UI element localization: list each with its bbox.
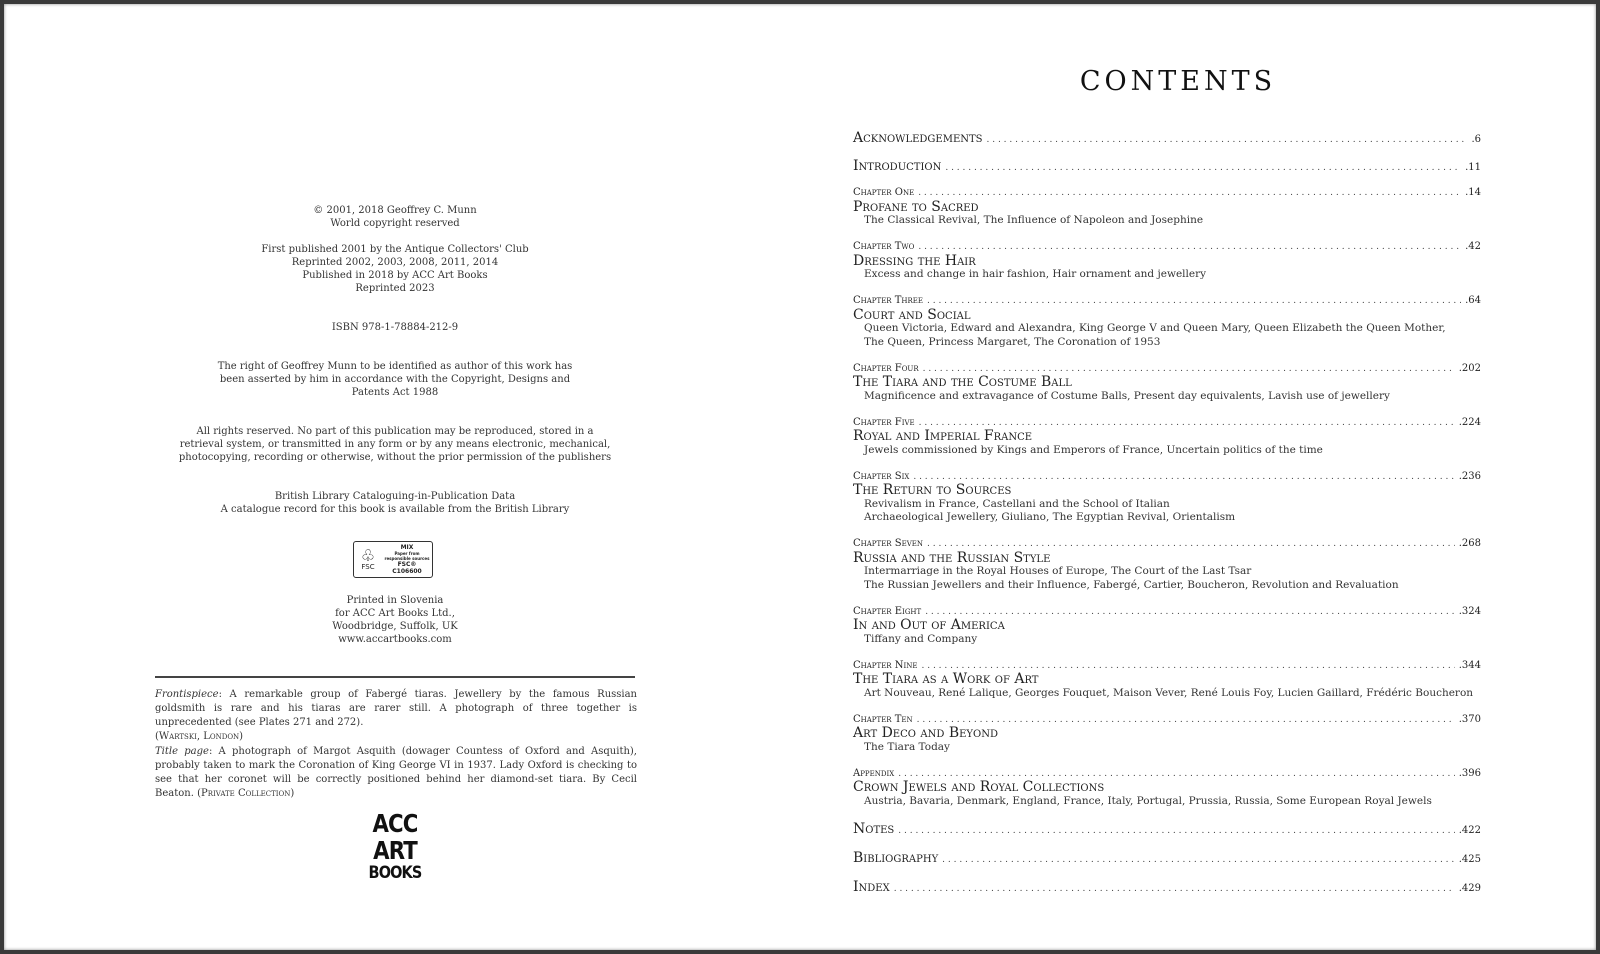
copyright-line: © 2001, 2018 Geoffrey C. Munn [313,205,477,216]
dot-leader [894,881,1455,897]
rights-line: retrieval system, or transmitted in any form or by any means electronic, mechanical, [179,439,611,450]
dot-leader [918,187,1461,201]
chapter-title: The Return to Sources [853,482,1012,498]
acc-art-books-logo [361,810,429,882]
toc-entry-label: Bibliography [853,849,939,866]
title-page-caption [155,745,637,801]
chapter-title: Crown Jewels and Royal Collections [853,779,1105,795]
dot-leader [945,160,1461,176]
dot-leader [942,852,1455,868]
toc-page-number: .236 [1458,470,1481,482]
frontispiece-caption [155,688,637,744]
chapter-title: Royal and Imperial France [853,428,1033,444]
toc-entry-label: Chapter Three [853,295,924,306]
toc-page-number: .11 [1465,162,1481,173]
logo-line: BOOKS [368,863,422,883]
toc-entry-label: Acknowledgements [853,130,983,146]
toc-entry-label: Index [853,878,890,895]
toc-chapter[interactable] [853,537,1481,592]
publishing-line: Reprinted 2023 [355,283,435,294]
toc-chapter[interactable] [853,470,1481,525]
chapter-title: Russia and the Russian Style [853,549,1051,566]
toc-entry-label: Appendix [853,767,895,779]
chapter-subtopics: Archaeological Jewellery, Giuliano, The Egyptian Revival, Orientalism [864,511,1236,523]
chapter-title: The Tiara as a Work of Art [853,671,1039,687]
publishing-line: Published in 2018 by ACC Art Books [302,270,488,281]
toc-chapter[interactable] [853,294,1481,349]
toc-page-number: .422 [1458,824,1481,836]
printer-line: Woodbridge, Suffolk, UK [332,621,458,632]
cataloguing-line: A catalogue record for this book is available from the British Library [220,504,570,515]
toc-chapter[interactable] [853,186,1481,228]
caption-credit: (Wartski, London) [155,731,244,742]
toc-page-number: .6 [1471,134,1481,145]
isbn: ISBN 978-1-78884-212-9 [331,322,459,333]
toc-page-number: .202 [1458,362,1481,374]
chapter-title: Dressing the Hair [853,252,976,269]
toc-entry-label: Introduction [853,158,942,174]
dot-leader [987,132,1468,148]
toc-page-number: .224 [1458,416,1481,428]
chapter-title: Profane to Sacred [853,198,979,215]
fsc-mark: FSC [361,563,375,571]
toc-page-number: .324 [1458,605,1481,617]
toc-entry[interactable] [853,158,1481,176]
toc-entry[interactable] [853,850,1481,868]
toc-chapter[interactable] [853,767,1481,809]
toc-page-number: .14 [1465,187,1481,198]
copyright-line: World copyright reserved [330,218,460,229]
caption-text: : A remarkable group of Fabergé tiaras. Jewellery by the famous Russian goldsmith is rare and his tiaras are rarer still. A photograph of three together is unprecedented (see Plates 271 and 272). [155,689,637,728]
chapter-subtopics: Tiffany and Company [864,632,978,645]
toc-entry-label: Chapter Seven [853,538,923,549]
chapter-subtopics: Intermarriage in the Royal Houses of Europe, The Court of the Last Tsar [864,565,1252,577]
toc-entry-label: Chapter Two [853,241,915,252]
cataloguing-line: British Library Cataloguing-in-Publication Data [274,491,516,502]
toc-entry-label: Chapter Six [853,470,910,482]
dot-leader [927,295,1461,309]
toc-page-number: .268 [1458,538,1481,549]
toc-entry-label: Notes [853,820,895,837]
cataloguing-data [155,490,635,516]
fsc-tree-icon: ♧ FSC [354,548,382,571]
printer-line: for ACC Art Books Ltd., [335,608,455,619]
chapter-subtopics: Revivalism in France, Castellani and the School of Italian [864,497,1170,510]
toc-page-number: .429 [1458,882,1481,894]
toc-entry-label: Chapter Five [853,416,915,428]
website-link[interactable]: www.accartbooks.com [338,634,452,645]
table-of-contents [853,130,1481,908]
toc-chapter[interactable] [853,362,1481,404]
publishing-history [155,243,635,295]
chapter-subtopics: Austria, Bavaria, Denmark, England, France, Italy, Portugal, Prussia, Russia, Some European Royal Jewels [864,794,1432,807]
printer-line: Printed in Slovenia [346,595,444,606]
toc-page-number: .425 [1458,853,1481,865]
chapter-subtopics: The Classical Revival, The Influence of Napoleon and Josephine [864,214,1204,226]
chapter-title: The Tiara and the Costume Ball [853,374,1072,390]
toc-chapter[interactable] [853,713,1481,755]
rights-line: Patents Act 1988 [351,387,439,398]
chapter-subtopics: Queen Victoria, Edward and Alexandra, King George V and Queen Mary, Queen Elizabeth the Queen Mother, [864,322,1446,334]
caption-label: Title page [155,746,209,757]
toc-entry[interactable] [853,821,1481,839]
toc-entry-label: Chapter Four [853,362,919,374]
chapter-subtopics: Jewels commissioned by Kings and Emperors of France, Uncertain politics of the time [864,443,1323,456]
chapter-subtopics: Art Nouveau, René Lalique, Georges Fouquet, Maison Vever, René Louis Foy, Lucien Gaillard, Frédéric Boucheron [864,686,1474,699]
chapter-subtopics: Magnificence and extravagance of Costume Balls, Present day equivalents, Lavish use of jewellery [864,389,1390,402]
chapter-title: Court and Social [853,306,971,323]
divider [155,676,635,678]
toc-entry[interactable] [853,879,1481,897]
chapter-title: Art Deco and Beyond [853,725,999,741]
toc-entry-label: Chapter Ten [853,713,913,725]
toc-chapter[interactable] [853,416,1481,458]
toc-entry-label: Chapter Nine [853,659,918,671]
logo-line: ART [373,836,417,865]
toc-chapter[interactable] [853,605,1481,647]
toc-page-number: .396 [1458,767,1481,779]
toc-entry[interactable] [853,130,1481,148]
fsc-line1: Paper from [394,551,420,556]
caption-credit: (Private Collection) [197,788,295,799]
copyright-block [155,204,635,230]
toc-entry-label: Chapter One [853,187,915,198]
toc-page-number: .42 [1465,241,1481,252]
chapter-subtopics: The Queen, Princess Margaret, The Coronation of 1953 [864,335,1161,348]
dot-leader [898,823,1454,839]
toc-page-number: .64 [1465,295,1481,306]
fsc-code: FSC® C106600 [392,561,422,575]
fsc-line2: responsible sources [384,556,430,561]
toc-page-number: .370 [1458,713,1481,725]
author-rights [155,360,635,399]
chapter-title: In and Out of America [853,617,1005,633]
caption-text: : A photograph of Margot Asquith (dowager Countess of Oxford and Asquith), probably taken to mark the Coronation of King George VI in 1937. Lady Oxford is checking to see that her coronet will be correctly positioned behind her diamond-set tiara. By Cecil Beaton. [155,746,637,799]
page-title: CONTENTS [1079,66,1277,97]
toc-entry-label: Chapter Eight [853,605,922,617]
fsc-logo [353,541,433,578]
publishing-line: Reprinted 2002, 2003, 2008, 2011, 2014 [291,257,499,268]
logo-line: ACC [372,809,418,838]
toc-chapter[interactable] [853,240,1481,282]
rights-line: been asserted by him in accordance with the Copyright, Designs and [219,374,571,385]
toc-page-number: .344 [1458,659,1481,671]
dot-leader [918,241,1461,255]
printer-info [155,594,635,646]
rights-reserved [155,425,635,464]
fsc-mix: MIX [400,544,414,551]
chapter-subtopics: The Russian Jewellers and their Influence, Fabergé, Cartier, Boucheron, Revolution and Revaluation [864,578,1399,591]
rights-line: All rights reserved. No part of this publication may be reproduced, stored in a [196,426,594,437]
rights-line: photocopying, recording or otherwise, without the prior permission of the publishers [178,452,612,463]
publishing-line: First published 2001 by the Antique Collectors' Club [261,244,529,255]
caption-label: Frontispiece [155,689,219,700]
rights-line: The right of Geoffrey Munn to be identified as author of this work has [217,361,573,372]
chapter-subtopics: The Tiara Today [864,740,950,753]
chapter-subtopics: Excess and change in hair fashion, Hair ornament and jewellery [864,268,1207,280]
toc-chapter[interactable] [853,659,1481,701]
